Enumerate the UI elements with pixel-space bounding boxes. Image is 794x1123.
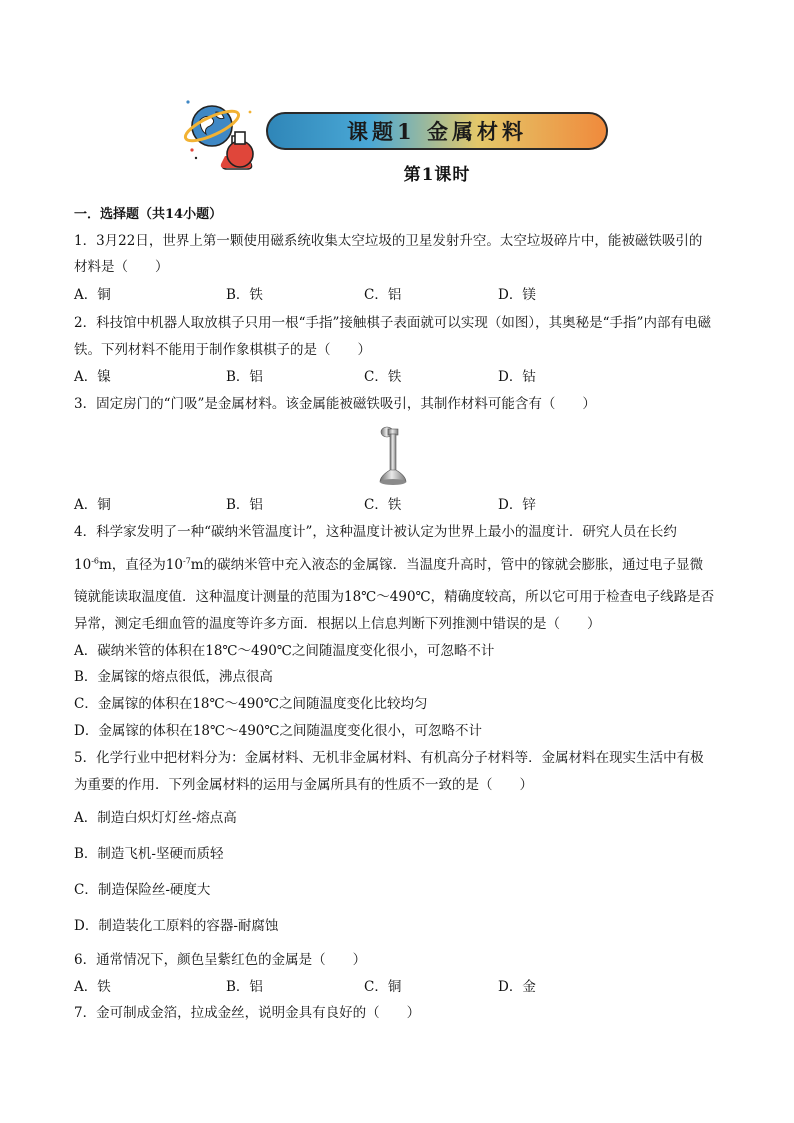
question-3-options xyxy=(74,496,554,514)
lesson-subtitle: 第1课时 xyxy=(403,165,471,185)
exponent-base: 10 xyxy=(74,557,92,573)
page-title: 课题1 金属材料 xyxy=(347,119,527,144)
question-4-line-2 xyxy=(74,556,703,574)
option-c: C．铝 xyxy=(364,287,402,303)
question-4-line-4: 异常，测定毛细血管的温度等许多方面．根据以上信息判断下列推测中错误的是（ ） xyxy=(74,616,601,632)
question-3-line-1: 3．固定房门的“门吸”是金属材料。该金属能被磁铁吸引，其制作材料可能含有（ ） xyxy=(74,396,596,412)
section-heading: 一．选择题（共14小题） xyxy=(74,207,223,222)
question-1-options xyxy=(74,286,554,304)
question-6-options xyxy=(74,978,554,996)
question-2-options xyxy=(74,368,554,386)
option-c: C．铁 xyxy=(364,369,402,385)
exponent: -7 xyxy=(182,556,191,566)
option-b: B．铝 xyxy=(226,369,263,385)
question-7-line-1: 7．金可制成金箔，拉成金丝，说明金具有良好的（ ） xyxy=(74,1005,421,1021)
text-fragment: m的碳纳米管中充入液态的金属镓．当温度升高时，管中的镓就会膨胀，通过电子显微 xyxy=(190,557,704,573)
title-banner xyxy=(266,112,608,150)
question-5-option-b: B．制造飞机-坚硬而质轻 xyxy=(74,846,224,862)
option-a: A．铁 xyxy=(74,979,111,995)
door-stopper-image xyxy=(376,424,410,486)
exponent: -6 xyxy=(91,556,99,566)
question-5-option-c: C．制造保险丝-硬度大 xyxy=(74,882,211,898)
question-4-option-a: A．碳纳米管的体积在18℃～490℃之间随温度变化很小，可忽略不计 xyxy=(74,643,495,659)
option-b: B．铁 xyxy=(226,287,263,303)
question-2-line-1: 2．科技馆中机器人取放棋子只用一根“手指”接触棋子表面就可以实现（如图），其奥秘是“手指”内部有电磁 xyxy=(74,315,711,331)
question-5-option-d: D．制造装化工原料的容器-耐腐蚀 xyxy=(74,918,279,934)
question-1-line-2: 材料是（ ） xyxy=(74,259,169,275)
question-1-line-1: 1．3月22日，世界上第一颗使用磁系统收集太空垃圾的卫星发射升空。太空垃圾碎片中，能被磁铁吸引的 xyxy=(74,233,703,249)
question-4-option-b: B．金属镓的熔点很低，沸点很高 xyxy=(74,669,273,685)
text-fragment: m，直径为 xyxy=(98,557,166,573)
question-4-option-d: D．金属镓的体积在18℃～490℃之间随温度变化很小，可忽略不计 xyxy=(74,723,482,739)
question-6-line-1: 6．通常情况下，颜色呈紫红色的金属是（ ） xyxy=(74,952,367,968)
option-d: D．锌 xyxy=(498,497,536,513)
question-2-line-2: 铁。下列材料不能用于制作象棋棋子的是（ ） xyxy=(74,342,371,358)
option-a: A．铜 xyxy=(74,287,111,303)
option-a: A．镍 xyxy=(74,369,111,385)
question-5-line-2: 为重要的作用．下列金属材料的运用与金属所具有的性质不一致的是（ ） xyxy=(74,777,533,793)
option-d: D．钴 xyxy=(498,369,536,385)
option-c: C．铁 xyxy=(364,497,402,513)
question-5-option-a: A．制造白炽灯灯丝-熔点高 xyxy=(74,810,237,826)
question-4-option-c: C．金属镓的体积在18℃～490℃之间随温度变化比较均匀 xyxy=(74,696,428,712)
question-4-line-3: 镜就能读取温度值．这种温度计测量的范围为18℃～490℃，精确度较高，所以它可用于检查电子线路是否 xyxy=(74,589,715,605)
option-b: B．铝 xyxy=(226,979,263,995)
option-b: B．铝 xyxy=(226,497,263,513)
question-4-line-1: 4．科学家发明了一种“碳纳米管温度计”，这种温度计被认定为世界上最小的温度计．研究人员在长约 xyxy=(74,524,677,540)
exponent-base: 10 xyxy=(165,557,183,573)
question-5-line-1: 5．化学行业中把材料分为：金属材料、无机非金属材料、有机高分子材料等．金属材料在现实生活中有极 xyxy=(74,750,704,766)
science-logo-icon xyxy=(180,92,260,172)
option-a: A．铜 xyxy=(74,497,111,513)
option-d: D．金 xyxy=(498,979,536,995)
option-c: C．铜 xyxy=(364,979,402,995)
option-d: D．镁 xyxy=(498,287,536,303)
